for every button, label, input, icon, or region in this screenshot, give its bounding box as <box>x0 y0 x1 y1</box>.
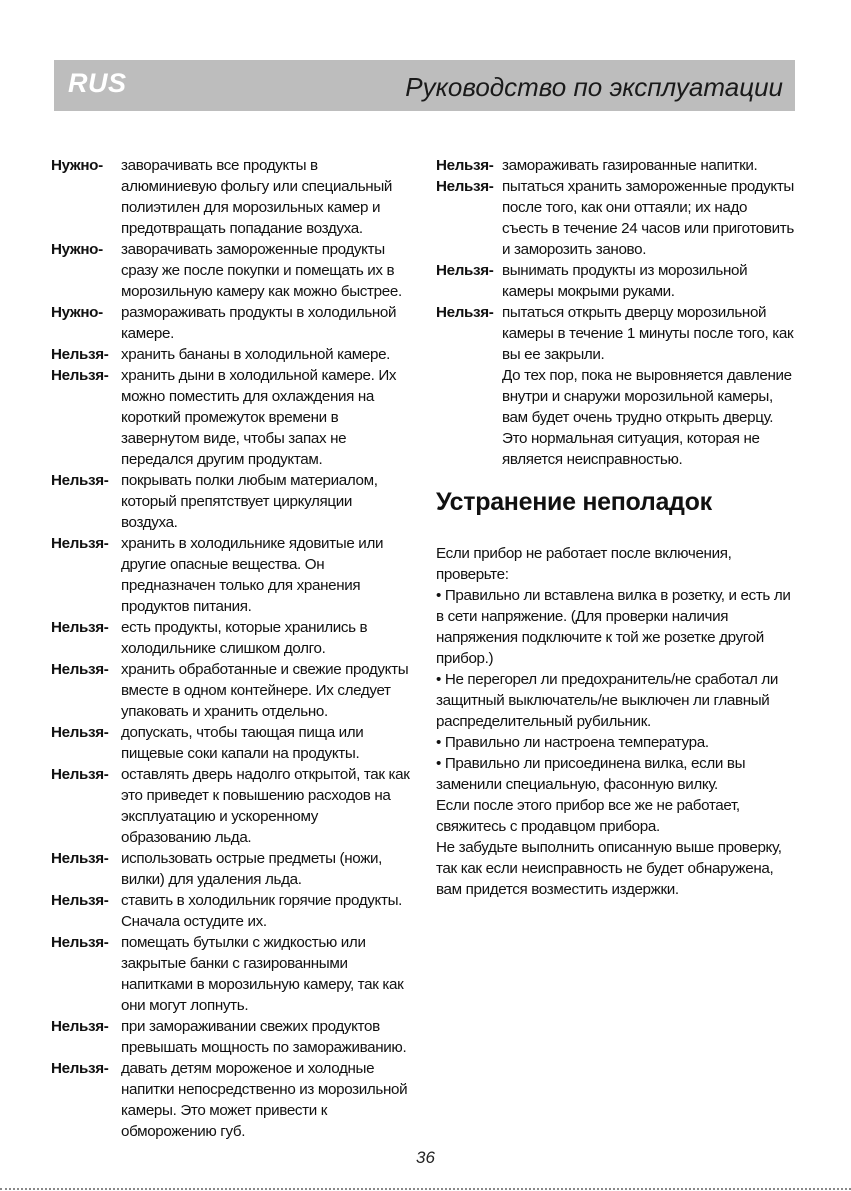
right-column <box>436 155 796 470</box>
entry-keyword: Нельзя- <box>51 367 109 384</box>
entry-keyword: Нельзя- <box>51 766 109 783</box>
paragraph: Если после этого прибор все же не работает, свяжитесь с продавцом прибора. <box>436 797 740 835</box>
troubleshooting-body <box>436 543 801 900</box>
entry-text: есть продукты, которые хранились в холодильнике слишком долго. <box>121 619 368 657</box>
entry-text: оставлять дверь надолго открытой, так как это приведет к повышению расходов на эксплуатацию и ускоренному образованию льда. <box>121 766 410 846</box>
entry-keyword: Нельзя- <box>51 850 109 867</box>
entry-text: использовать острые предметы (ножи, вилки) для удаления льда. <box>121 850 383 888</box>
entry-keyword: Нельзя- <box>51 346 109 363</box>
entry-text: помещать бутылки с жидкостью или закрытые банки с газированными напитками в морозильную камеру, так как они могут лопнуть. <box>121 934 404 1014</box>
list-item <box>51 365 411 470</box>
list-item <box>51 1016 411 1058</box>
language-label: RUS <box>68 68 127 98</box>
left-column <box>51 155 411 1142</box>
list-item <box>51 155 411 239</box>
entry-text: заворачивать все продукты в алюминиевую фольгу или специальный полиэтилен для морозильных камер и предотвращать попадание воздуха. <box>121 157 393 237</box>
list-item <box>51 344 411 365</box>
list-item <box>51 890 411 932</box>
entry-text-block <box>502 302 796 470</box>
bottom-divider <box>0 1188 851 1190</box>
bullet-item: • Не перегорел ли предохранитель/не сработал ли защитный выключатель/не выключен ли главный распределительный рубильник. <box>436 671 778 730</box>
list-item <box>51 848 411 890</box>
troubleshooting-heading: Устранение неполадок <box>436 488 712 516</box>
entry-text: давать детям мороженое и холодные напитки непосредственно из морозильной камеры. Это может привести к обморожению губ. <box>121 1060 408 1140</box>
entry-text: при замораживании свежих продуктов превышать мощность по замораживанию. <box>121 1018 407 1056</box>
entry-keyword: Нельзя- <box>51 724 109 741</box>
list-item <box>51 932 411 1016</box>
entry-text: ставить в холодильник горячие продукты. Сначала остудите их. <box>121 892 402 930</box>
page-number: 36 <box>416 1148 435 1167</box>
entry-keyword: Нужно- <box>51 304 103 321</box>
entry-text: допускать, чтобы тающая пища или пищевые соки капали на продукты. <box>121 724 364 762</box>
entry-keyword: Нельзя- <box>51 934 109 951</box>
list-item <box>51 1058 411 1142</box>
entry-keyword: Нельзя- <box>51 619 109 636</box>
bullet-item: • Правильно ли вставлена вилка в розетку, и есть ли в сети напряжение. (Для проверки наличия напряжения подключите к той же розетке другой прибор.) <box>436 587 791 667</box>
entry-text: хранить обработанные и свежие продукты вместе в одном контейнере. Их следует упаковать и хранить отдельно. <box>121 661 409 720</box>
list-item <box>51 659 411 722</box>
bullet-item: • Правильно ли настроена температура. <box>436 734 709 751</box>
entry-keyword: Нужно- <box>51 241 103 258</box>
list-item <box>51 533 411 617</box>
entry-note: До тех пор, пока не выровняется давление внутри и снаружи морозильной камеры, вам будет очень трудно открыть дверцу. Это нормальная ситуация, которая не является неисправностью. <box>502 367 792 468</box>
entry-text: пытаться открыть дверцу морозильной камеры в течение 1 минуты после того, как вы ее закрыли. <box>502 304 794 363</box>
entry-keyword: Нельзя- <box>436 157 494 174</box>
header-bar <box>54 60 795 111</box>
list-item <box>51 617 411 659</box>
entry-keyword: Нельзя- <box>51 1018 109 1035</box>
entry-text: замораживать газированные напитки. <box>502 157 758 174</box>
entry-keyword: Нельзя- <box>436 262 494 279</box>
entry-keyword: Нельзя- <box>51 661 109 678</box>
list-item <box>51 764 411 848</box>
list-item <box>51 722 411 764</box>
entry-keyword: Нельзя- <box>436 304 494 321</box>
entry-text: хранить бананы в холодильной камере. <box>121 346 391 363</box>
entry-text: вынимать продукты из морозильной камеры мокрыми руками. <box>502 262 748 300</box>
entry-text: хранить дыни в холодильной камере. Их можно поместить для охлаждения на короткий промежуток времени в завернутом виде, чтобы запах не передался другим продуктам. <box>121 367 397 468</box>
list-item <box>436 302 796 470</box>
paragraph: Если прибор не работает после включения, проверьте: <box>436 545 732 583</box>
entry-keyword: Нельзя- <box>436 178 494 195</box>
entry-keyword: Нельзя- <box>51 892 109 909</box>
entry-keyword: Нужно- <box>51 157 103 174</box>
entry-keyword: Нельзя- <box>51 1060 109 1077</box>
entry-text: хранить в холодильнике ядовитые или другие опасные вещества. Он предназначен только для хранения продуктов питания. <box>121 535 384 615</box>
list-item <box>436 155 796 176</box>
entry-text: заворачивать замороженные продукты сразу же после покупки и помещать их в морозильную камеру как можно быстрее. <box>121 241 402 300</box>
entry-text: пытаться хранить замороженные продукты после того, как они оттаяли; их надо съесть в течение 24 часов или приготовить и заморозить заново. <box>502 178 794 258</box>
paragraph: Не забудьте выполнить описанную выше проверку, так как если неисправность не будет обнаружена, вам придется возместить издержки. <box>436 839 782 898</box>
list-item <box>51 239 411 302</box>
list-item <box>51 470 411 533</box>
entry-keyword: Нельзя- <box>51 472 109 489</box>
entry-keyword: Нельзя- <box>51 535 109 552</box>
bullet-item: • Правильно ли присоединена вилка, если вы заменили специальную, фасонную вилку. <box>436 755 746 793</box>
list-item <box>436 176 796 260</box>
list-item <box>51 302 411 344</box>
entry-text: покрывать полки любым материалом, который препятствует циркуляции воздуха. <box>121 472 378 531</box>
entry-text: размораживать продукты в холодильной камере. <box>121 304 397 342</box>
list-item <box>436 260 796 302</box>
document-title: Руководство по эксплуатации <box>405 72 783 102</box>
